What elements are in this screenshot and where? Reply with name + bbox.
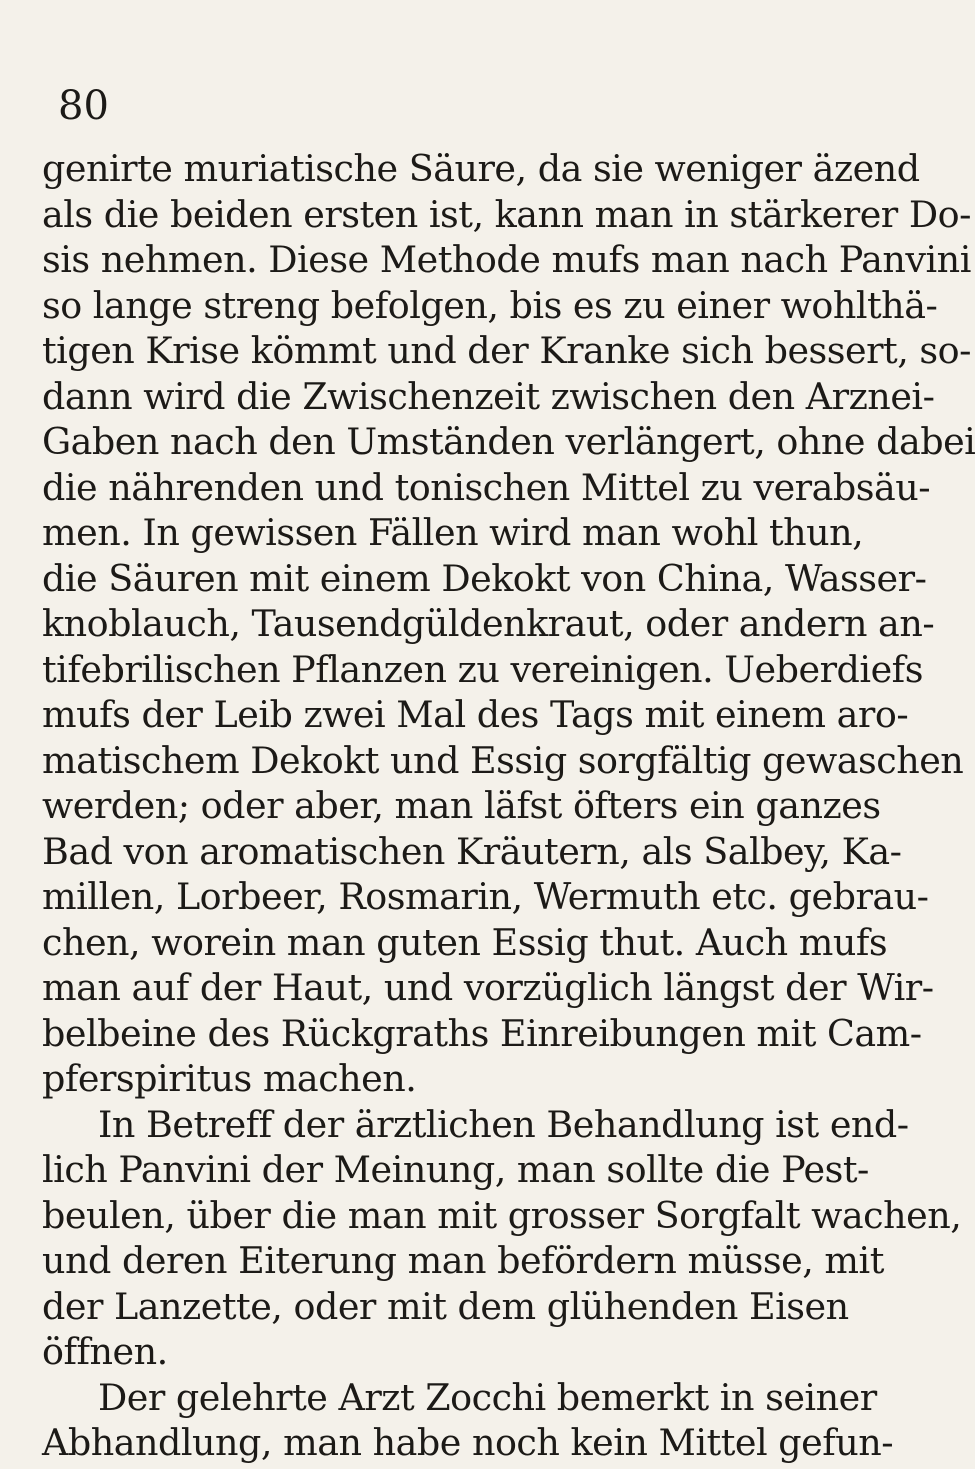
text-line: Gaben nach den Umständen verlängert, ohne dabei — [42, 420, 975, 463]
text-line: matischem Dekokt und Essig sorgfältig gewaschen — [42, 738, 964, 782]
text-line: mufs der Leib zwei Mal des Tags mit einem aro- — [42, 693, 909, 736]
text-line: men. In gewissen Fällen wird man wohl thun, — [42, 511, 864, 554]
page-number: 80 — [58, 83, 109, 129]
text-line: dann wird die Zwischenzeit zwischen den Arznei- — [42, 374, 935, 418]
text-line: millen, Lorbeer, Rosmarin, Wermuth etc. gebrau- — [42, 875, 929, 918]
text-line: werden; oder aber, man läfst öfters ein ganzes — [42, 784, 881, 827]
text-line: knoblauch, Tausendgüldenkraut, oder andern an- — [42, 602, 935, 645]
text-line: belbeine des Rückgraths Einreibungen mit Cam- — [42, 1011, 922, 1055]
text-line: sis nehmen. Diese Methode mufs man nach Panvini — [42, 238, 971, 281]
text-line: der Lanzette, oder mit dem glühenden Eisen — [42, 1284, 849, 1328]
paragraph-start-line: In Betreff der ärztlichen Behandlung ist end- — [98, 1102, 909, 1146]
text-line: pferspiritus machen. — [42, 1057, 417, 1100]
text-line: man auf der Haut, und vorzüglich längst der Wir- — [42, 966, 934, 1009]
text-line: tigen Krise kömmt und der Kranke sich bessert, so- — [42, 329, 971, 372]
text-line: beulen, über die man mit grosser Sorgfalt wachen, — [42, 1193, 962, 1237]
text-line: die nährenden und tonischen Mittel zu verabsäu- — [42, 465, 931, 509]
text-line: als die beiden ersten ist, kann man in stärkerer Do- — [42, 192, 971, 236]
text-line: chen, worein man guten Essig thut. Auch mufs — [42, 920, 888, 964]
text-line: genirte muriatische Säure, da sie weniger äzend — [42, 147, 920, 190]
text-line: die Säuren mit einem Dekokt von China, Wasser- — [42, 556, 927, 600]
text-line: öffnen. — [42, 1330, 168, 1373]
text-line: so lange streng befolgen, bis es zu einer wohlthä- — [42, 283, 938, 327]
text-line: und deren Eiterung man befördern müsse, mit — [42, 1239, 884, 1282]
text-line: Bad von aromatischen Kräutern, als Salbey, Ka- — [42, 829, 902, 873]
text-line: tifebrilischen Pflanzen zu vereinigen. Ueberdiefs — [42, 647, 923, 691]
paragraph-start-line: Der gelehrte Arzt Zocchi bemerkt in seiner — [98, 1375, 877, 1419]
body-text — [42, 146, 975, 1466]
text-line: lich Panvini der Meinung, man sollte die Pest- — [42, 1148, 869, 1191]
text-line: Abhandlung, man habe noch kein Mittel gefun- — [42, 1421, 894, 1464]
